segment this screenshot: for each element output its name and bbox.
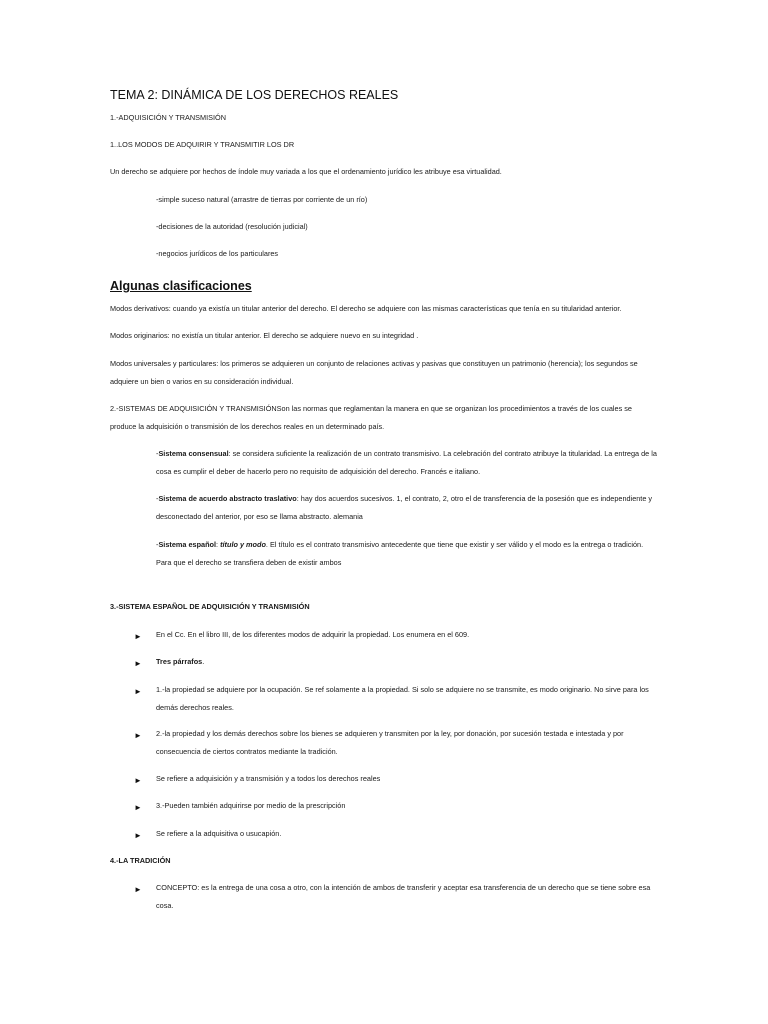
- section-4-heading: 4.-LA TRADICIÓN: [110, 856, 171, 865]
- system-name: Sistema consensual: [158, 449, 229, 458]
- system-consensual: -Sistema consensual: se considera suficiente la realización de un contrato transmisivo. La celebración del contrato atribuye la titularidad. La entrega de la cosa es cumplir el deber de hacerlo pero no requisito de adquisición del derecho. Francés e italiano.: [156, 449, 657, 476]
- mode-item: -decisiones de la autoridad (resolución judicial): [156, 222, 308, 231]
- list-item: Se refiere a adquisición y a transmisión y a todos los derechos reales: [156, 774, 381, 783]
- section-2-paragraph: [110, 400, 658, 436]
- list-item: 1.-la propiedad se adquiere por la ocupación. Se ref solamente a la propiedad. Si solo se adquiere no se transmite, es modo originario. No sirve para los demás derechos reales.: [156, 685, 649, 712]
- classification-paragraph: Modos universales y particulares: los primeros se adquieren un conjunto de relaciones activas y pasivas que constituyen un patrimonio (herencia); los segundos se adquiere un bien o varios en su consideración individual.: [110, 359, 638, 386]
- bullet-arrow-icon: ►: [134, 776, 142, 785]
- classification-paragraph: Modos derivativos: cuando ya existía un titular anterior del derecho. El derecho se adquiere con las mismas características que tenía en su titularidad anterior.: [110, 304, 622, 313]
- bullet-arrow-icon: ►: [134, 659, 142, 668]
- section-1-heading: 1.-ADQUISICIÓN Y TRANSMISIÓN: [110, 113, 226, 122]
- bullet-arrow-icon: ►: [134, 731, 142, 740]
- mode-item: -simple suceso natural (arrastre de tierras por corriente de un río): [156, 195, 368, 204]
- section-1-subheading: 1..LOS MODOS DE ADQUIRIR Y TRANSMITIR LOS DR: [110, 140, 295, 149]
- list-item: 2.-la propiedad y los demás derechos sobre los bienes se adquieren y transmiten por la ley, por donación, por sucesión testada e intestada y por consecuencia de ciertos contratos mediante la tradición.: [156, 729, 624, 756]
- list-item: En el Cc. En el libro III, de los diferentes modos de adquirir la propiedad. Los enumera en el 609.: [156, 630, 470, 639]
- bullet-arrow-icon: ►: [134, 803, 142, 812]
- intro-paragraph: Un derecho se adquiere por hechos de índole muy variada a los que el ordenamiento jurídico les atribuye esa virtualidad.: [110, 167, 502, 176]
- mode-item: -negocios jurídicos de los particulares: [156, 249, 279, 258]
- bullet-arrow-icon: ►: [134, 885, 142, 894]
- section-3-heading: 3.-SISTEMA ESPAÑOL DE ADQUISICIÓN Y TRANSMISIÓN: [110, 602, 310, 611]
- section-2-text: Son las normas que reglamentan la manera en que se organizan los procedimientos a través de los cuales se produce la adquisición o transmisión de los derechos reales en un determinado país.: [110, 404, 632, 431]
- classifications-heading: Algunas clasificaciones: [110, 279, 252, 293]
- list-item: Se refiere a la adquisitiva o usucapión.: [156, 829, 282, 838]
- bullet-arrow-icon: ►: [134, 687, 142, 696]
- system-spanish: -Sistema español: título y modo. El título es el contrato transmisivo antecedente que tiene que existir y ser válido y el modo es la entrega o tradición. Para que el derecho se transfiera deben de existir ambos: [156, 540, 644, 567]
- system-emphasis: título y modo: [220, 540, 266, 549]
- list-item: Tres párrafos.: [156, 657, 205, 666]
- section-2-heading: 2.-SISTEMAS DE ADQUISICIÓN Y TRANSMISIÓN: [110, 404, 277, 413]
- list-item: 3.-Pueden también adquirirse por medio de la prescripción: [156, 801, 346, 810]
- list-item: CONCEPTO: es la entrega de una cosa a otro, con la intención de ambos de transferir y aceptar esa transferencia de un derecho que se tiene sobre esa cosa.: [156, 883, 651, 910]
- bullet-arrow-icon: ►: [134, 831, 142, 840]
- classification-paragraph: Modos originarios: no existía un titular anterior. El derecho se adquiere nuevo en su integridad .: [110, 331, 419, 340]
- system-abstract: -Sistema de acuerdo abstracto traslativo: hay dos acuerdos sucesivos. 1, el contrato, 2, otro el de transferencia de la posesión que es independiente y desconectado del anterior, por eso se llama abstracto. alemania: [156, 494, 653, 521]
- page-title: TEMA 2: DINÁMICA DE LOS DERECHOS REALES: [110, 88, 399, 102]
- bullet-arrow-icon: ►: [134, 632, 142, 641]
- system-name: Sistema de acuerdo abstracto traslativo: [158, 494, 297, 503]
- system-name: Sistema español: [158, 540, 217, 549]
